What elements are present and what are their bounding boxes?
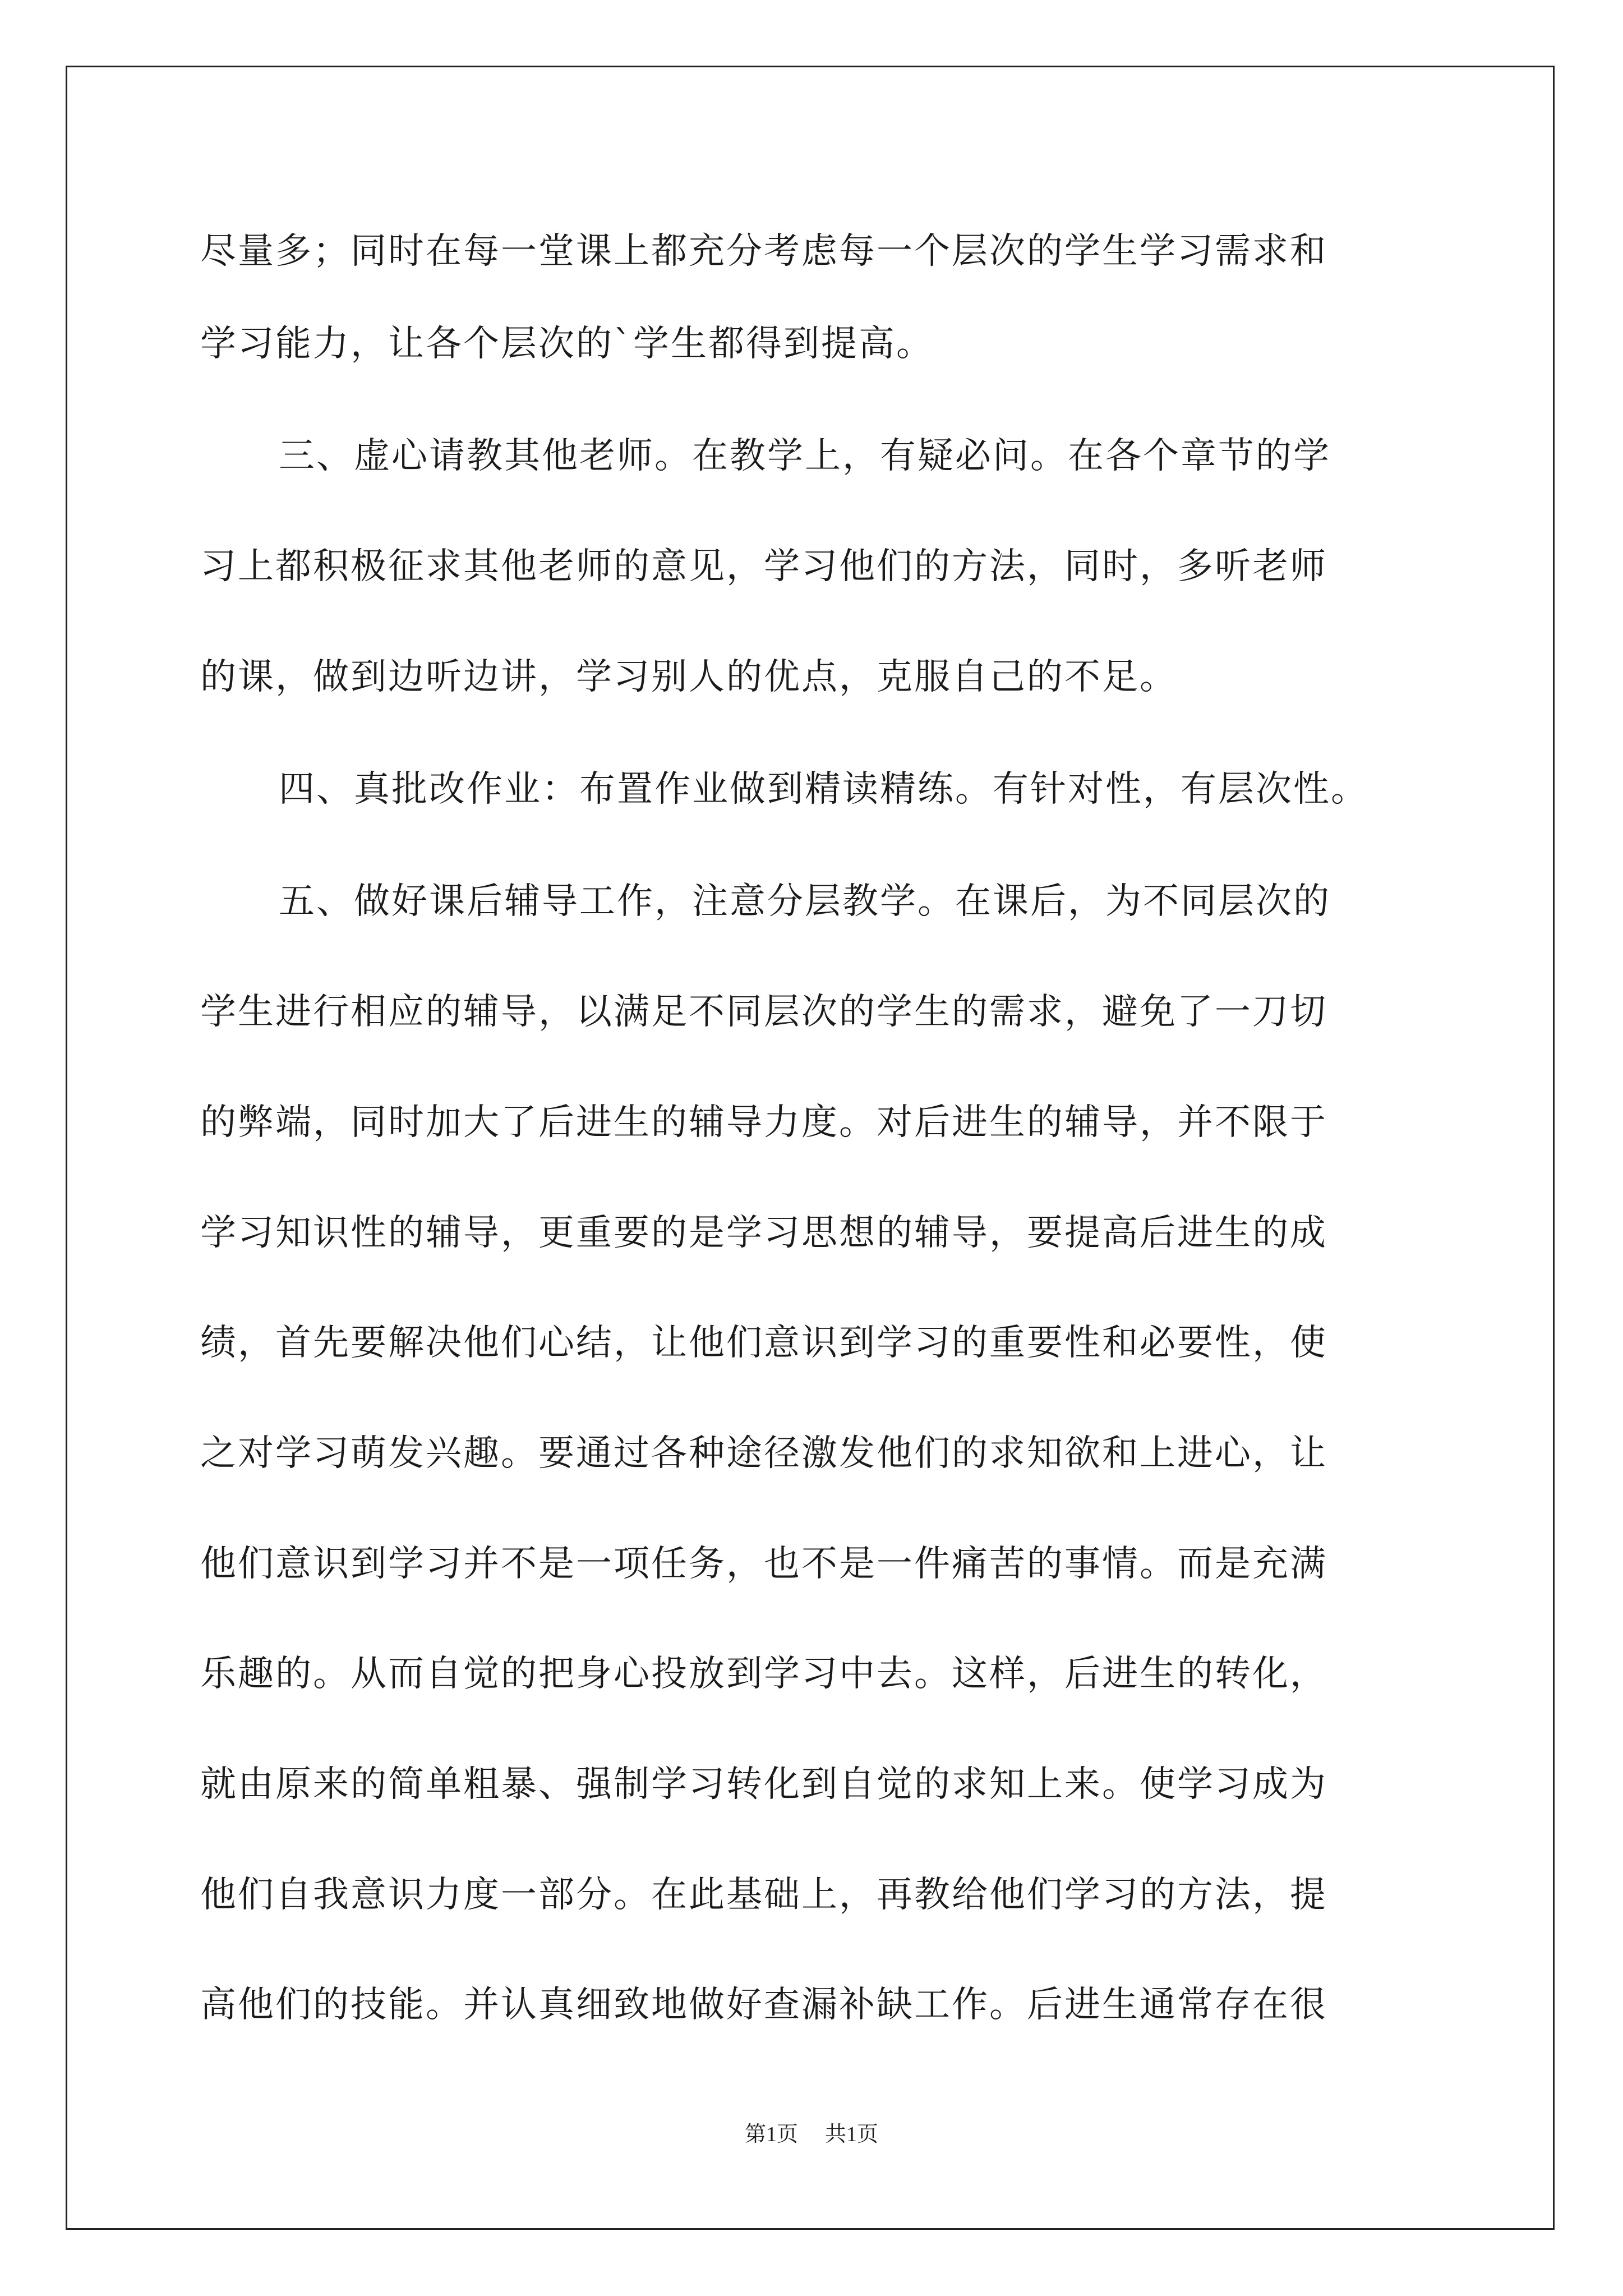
- body-line-17: 高他们的技能。并认真细致地做好查漏补缺工作。后进生通常存在很: [200, 1984, 1327, 2026]
- body-line-7: 五、做好课后辅导工作，注意分层教学。在课后，为不同层次的: [279, 881, 1331, 922]
- body-line-4: 习上都积极征求其他老师的意见，学习他们的方法，同时，多听老师: [200, 546, 1327, 587]
- page-total: 共1页: [825, 2123, 879, 2146]
- body-line-5: 的课，做到边听边讲，学习别人的优点，克服自己的不足。: [200, 656, 1177, 698]
- body-line-12: 之对学习萌发兴趣。要通过各种途径激发他们的求知欲和上进心，让: [200, 1433, 1327, 1474]
- body-line-2: 学习能力，让各个层次的`学生都得到提高。: [200, 323, 934, 365]
- body-line-14: 乐趣的。从而自觉的把身心投放到学习中去。这样，后进生的转化，: [200, 1653, 1327, 1695]
- page-footer: [0, 2121, 1623, 2148]
- body-line-16: 他们自我意识力度一部分。在此基础上，再教给他们学习的方法，提: [200, 1874, 1327, 1916]
- body-line-6: 四、真批改作业：布置作业做到精读精练。有针对性，有层次性。: [279, 769, 1368, 810]
- body-line-11: 绩，首先要解决他们心结，让他们意识到学习的重要性和必要性，使: [200, 1322, 1327, 1364]
- body-line-13: 他们意识到学习并不是一项任务，也不是一件痛苦的事情。而是充满: [200, 1543, 1327, 1585]
- body-line-9: 的弊端，同时加大了后进生的辅导力度。对后进生的辅导，并不限于: [200, 1102, 1327, 1143]
- body-line-15: 就由原来的简单粗暴、强制学习转化到自觉的求知上来。使学习成为: [200, 1764, 1327, 1805]
- body-line-1: 尽量多；同时在每一堂课上都充分考虑每一个层次的学生学习需求和: [200, 231, 1327, 272]
- body-line-10: 学习知识性的辅导，更重要的是学习思想的辅导，要提高后进生的成: [200, 1212, 1327, 1254]
- body-line-3: 三、虚心请教其他老师。在教学上，有疑必问。在各个章节的学: [279, 435, 1331, 477]
- page-number: 第1页: [744, 2123, 798, 2146]
- body-line-8: 学生进行相应的辅导，以满足不同层次的学生的需求，避免了一刀切: [200, 991, 1327, 1033]
